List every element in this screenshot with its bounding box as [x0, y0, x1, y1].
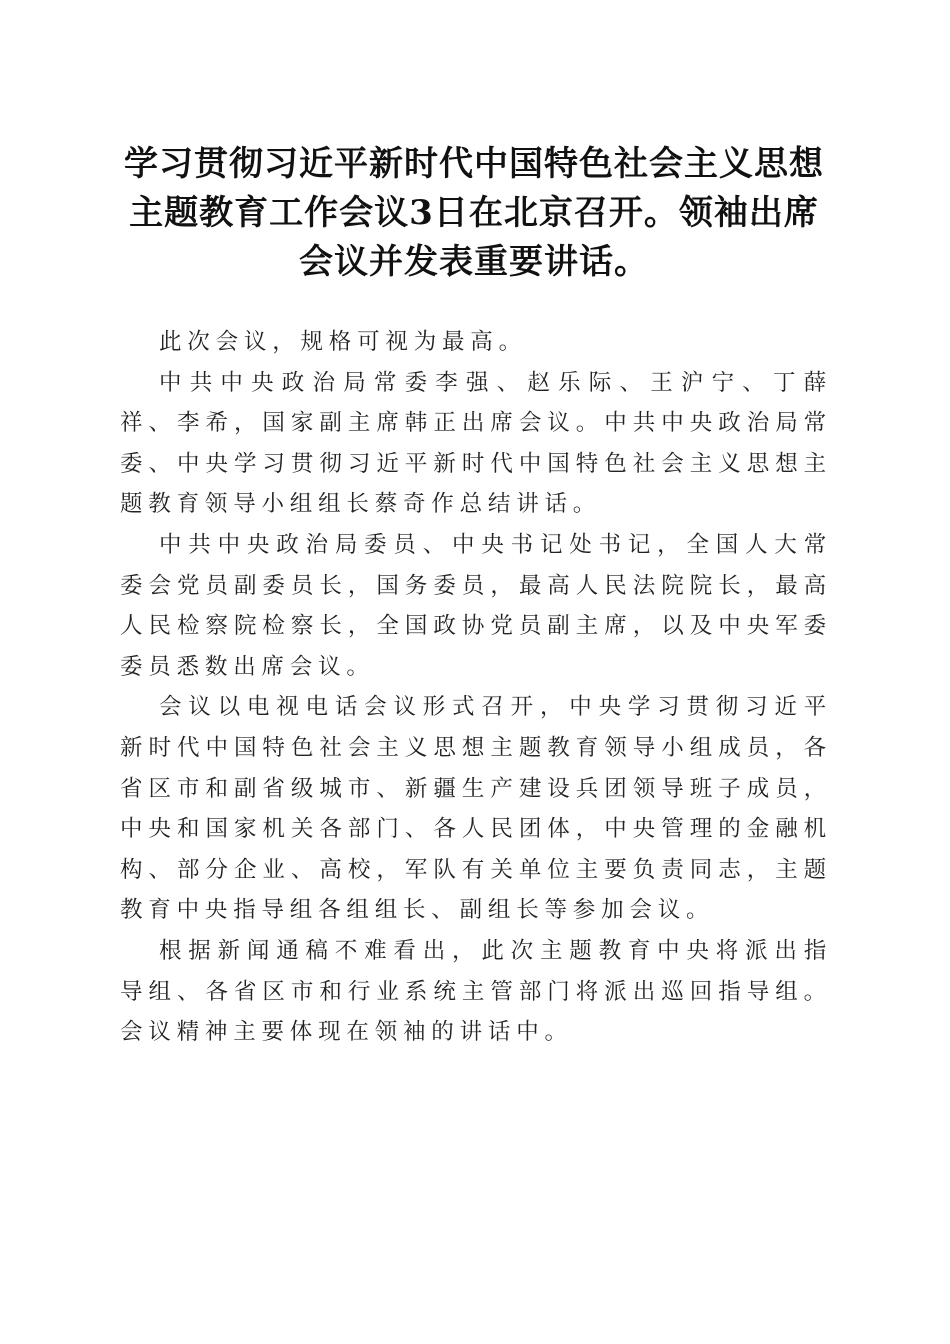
document-title: 学习贯彻习近平新时代中国特色社会主义思想主题教育工作会议3日在北京召开。领袖出席会议并发表重要讲话。 — [124, 144, 824, 282]
paragraph: 中共中央政治局常委李强、赵乐际、王沪宁、丁薛祥、李希，国家副主席韩正出席会议。中共中央政治局常委、中央学习贯彻习近平新时代中国特色社会主义思想主题教育领导小组组长蔡奇作总结讲话。 — [120, 369, 832, 518]
paragraph: 此次会议，规格可视为最高。 — [159, 329, 527, 355]
paragraph: 根据新闻通稿不难看出，此次主题教育中央将派出指导组、各省区市和行业系统主管部门将派出巡回指导组。会议精神主要体现在领袖的讲话中。 — [120, 937, 832, 1046]
document-body — [120, 322, 832, 1053]
paragraph: 会议以电视电话会议形式召开，中央学习贯彻习近平新时代中国特色社会主义思想主题教育领导小组成员，各省区市和副省级城市、新疆生产建设兵团领导班子成员，中央和国家机关各部门、各人民团体，中央管理的金融机构、部分企业、高校，军队有关单位主要负责同志，主题教育中央指导组各组组长、副组长等参加会议。 — [120, 694, 832, 924]
paragraph: 中共中央政治局委员、中央书记处书记，全国人大常委会党员副委员长，国务委员，最高人民法院院长，最高人民检察院检察长，全国政协党员副主席，以及中央军委委员悉数出席会议。 — [120, 531, 832, 680]
